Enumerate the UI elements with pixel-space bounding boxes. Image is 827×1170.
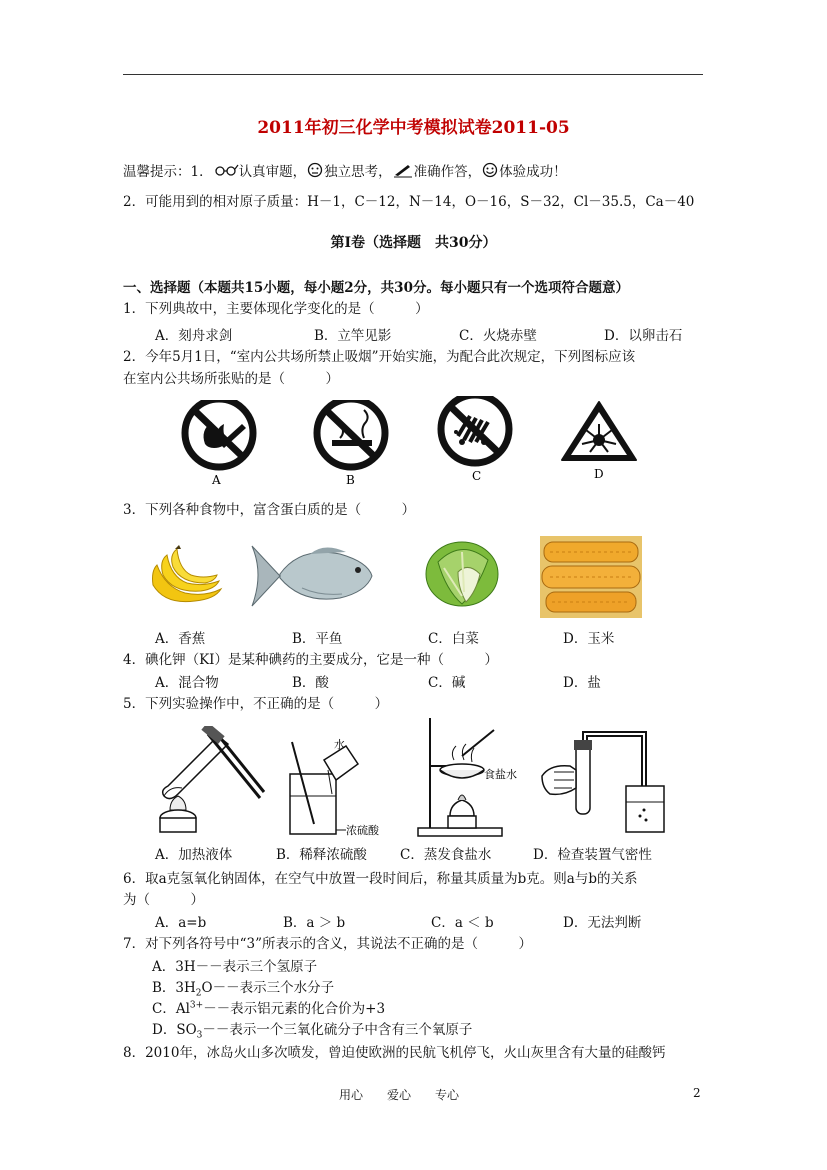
q5-option-b: B．稀释浓硫酸	[276, 847, 367, 863]
page-number: 2	[693, 1086, 701, 1100]
q2-stem-2: 在室内公共场所张贴的是（ ）	[123, 371, 339, 387]
tip-1: 认真审题，	[238, 164, 307, 180]
no-fireworks-sign-c	[436, 396, 518, 486]
q5-option-d: D．检查装置气密性	[533, 847, 652, 863]
thinking-face-icon	[306, 162, 324, 178]
tips-prefix: 温馨提示：1．	[123, 164, 213, 180]
q4-option-d: D．盐	[563, 675, 601, 691]
q7-item-c: C．$Al^{3+}--$表示铝元素的化合价为+3	[152, 1000, 386, 1017]
section-title: 第Ⅰ卷（选择题 共30分）	[330, 235, 497, 251]
q3-option-b: B．平鱼	[292, 631, 343, 647]
q7-item-b: B．$3H_2O--$表示三个水分子	[152, 980, 335, 999]
q6-option-b: B．a ＞ b	[283, 915, 346, 931]
q6-option-a: A．a=b	[155, 915, 207, 931]
q4-stem: 4．碘化钾（KI）是某种碘药的主要成分，它是一种（ ）	[123, 652, 499, 668]
tip-2: 独立思考，	[324, 164, 392, 180]
water-label: 水	[334, 738, 345, 751]
q3-option-c: C．白菜	[428, 631, 479, 647]
q1-stem: 1．下列典故中，主要体现化学变化的是（ ）	[123, 301, 429, 317]
corn-image	[540, 536, 642, 618]
q7-item-d: D．$SO_3--$表示一个三氧化硫分子中含有三个氧原子	[152, 1022, 473, 1041]
pomfret-fish-image	[250, 540, 375, 610]
q5-option-a: A．加热液体	[155, 847, 233, 863]
evaporation-apparatus	[410, 716, 530, 840]
q6-option-c: C．a ＜ b	[431, 915, 494, 931]
q4-option-c: C．碱	[428, 675, 466, 691]
sign-label-b: B	[346, 473, 355, 487]
glasses-icon	[213, 163, 239, 177]
writing-hand-icon	[392, 162, 414, 178]
q1-option-c: C．火烧赤壁	[459, 328, 537, 344]
q3-option-d: D．玉米	[563, 631, 615, 647]
explosive-warning-sign-d	[560, 400, 642, 490]
q6-option-d: D．无法判断	[563, 915, 642, 931]
q8-stem: 8．2010年，冰岛火山多次喷发，曾迫使欧洲的民航飞机停飞，火山灰里含有大量的硅酸钙	[123, 1045, 666, 1061]
q7-item-a: A．3H－－表示三个氢原子	[152, 959, 318, 975]
cabbage-image	[418, 532, 503, 610]
diluting-acid-apparatus	[284, 734, 384, 838]
q4-option-b: B．酸	[292, 675, 329, 691]
q2-stem-1: 2．今年5月1日，“室内公共场所禁止吸烟”开始实施，为配合此次规定，下列图标应该	[123, 349, 636, 365]
salt-water-label: 食盐水	[484, 768, 517, 781]
banana-image	[145, 545, 225, 610]
q6-stem-1: 6．取a克氢氧化钠固体，在空气中放置一段时间后，称量其质量为b克。则a与b的关系	[123, 871, 638, 887]
tips-line-2: 2．可能用到的相对原子质量：H－1，C－12，N－14，O－16，S－32，Cl－35.5，Ca－40	[123, 194, 695, 210]
q6-stem-2: 为（ ）	[123, 892, 204, 908]
q3-stem: 3．下列各种食物中，富含蛋白质的是（ ）	[123, 502, 416, 518]
tip-3: 准确作答，	[413, 164, 482, 180]
tips-line-1	[123, 160, 567, 180]
tip-4: 体验成功！	[499, 164, 567, 180]
airtightness-check-apparatus	[540, 726, 670, 838]
part-header: 一、选择题（本题共15小题，每小题2分，共30分。每小题只有一个选项符合题意）	[123, 280, 629, 296]
conc-acid-label: 浓硫酸	[346, 824, 379, 837]
sign-label-d: D	[594, 467, 604, 481]
no-fire-sign-a	[180, 400, 262, 490]
page-title: 2011年初三化学中考模拟试卷2011-05	[257, 118, 570, 138]
q5-option-c: C．蒸发食盐水	[400, 847, 492, 863]
heating-liquid-apparatus	[148, 726, 266, 838]
footer-motto: 用心 爱心 专心	[339, 1088, 460, 1102]
q7-stem: 7．对下列各符号中“3”所表示的含义，其说法不正确的是（ ）	[123, 936, 532, 952]
q3-option-a: A．香蕉	[155, 631, 206, 647]
header-rule	[123, 74, 703, 75]
q1-option-b: B．立竿见影	[314, 328, 392, 344]
q1-option-a: A．刻舟求剑	[155, 328, 233, 344]
q1-option-d: D．以卵击石	[604, 328, 683, 344]
sign-label-a: A	[212, 473, 221, 487]
smiley-face-icon	[481, 162, 499, 178]
no-smoking-sign-b	[312, 400, 394, 490]
q5-stem: 5．下列实验操作中，不正确的是（ ）	[123, 696, 389, 712]
sign-label-c: C	[472, 469, 482, 483]
q4-option-a: A．混合物	[155, 675, 219, 691]
